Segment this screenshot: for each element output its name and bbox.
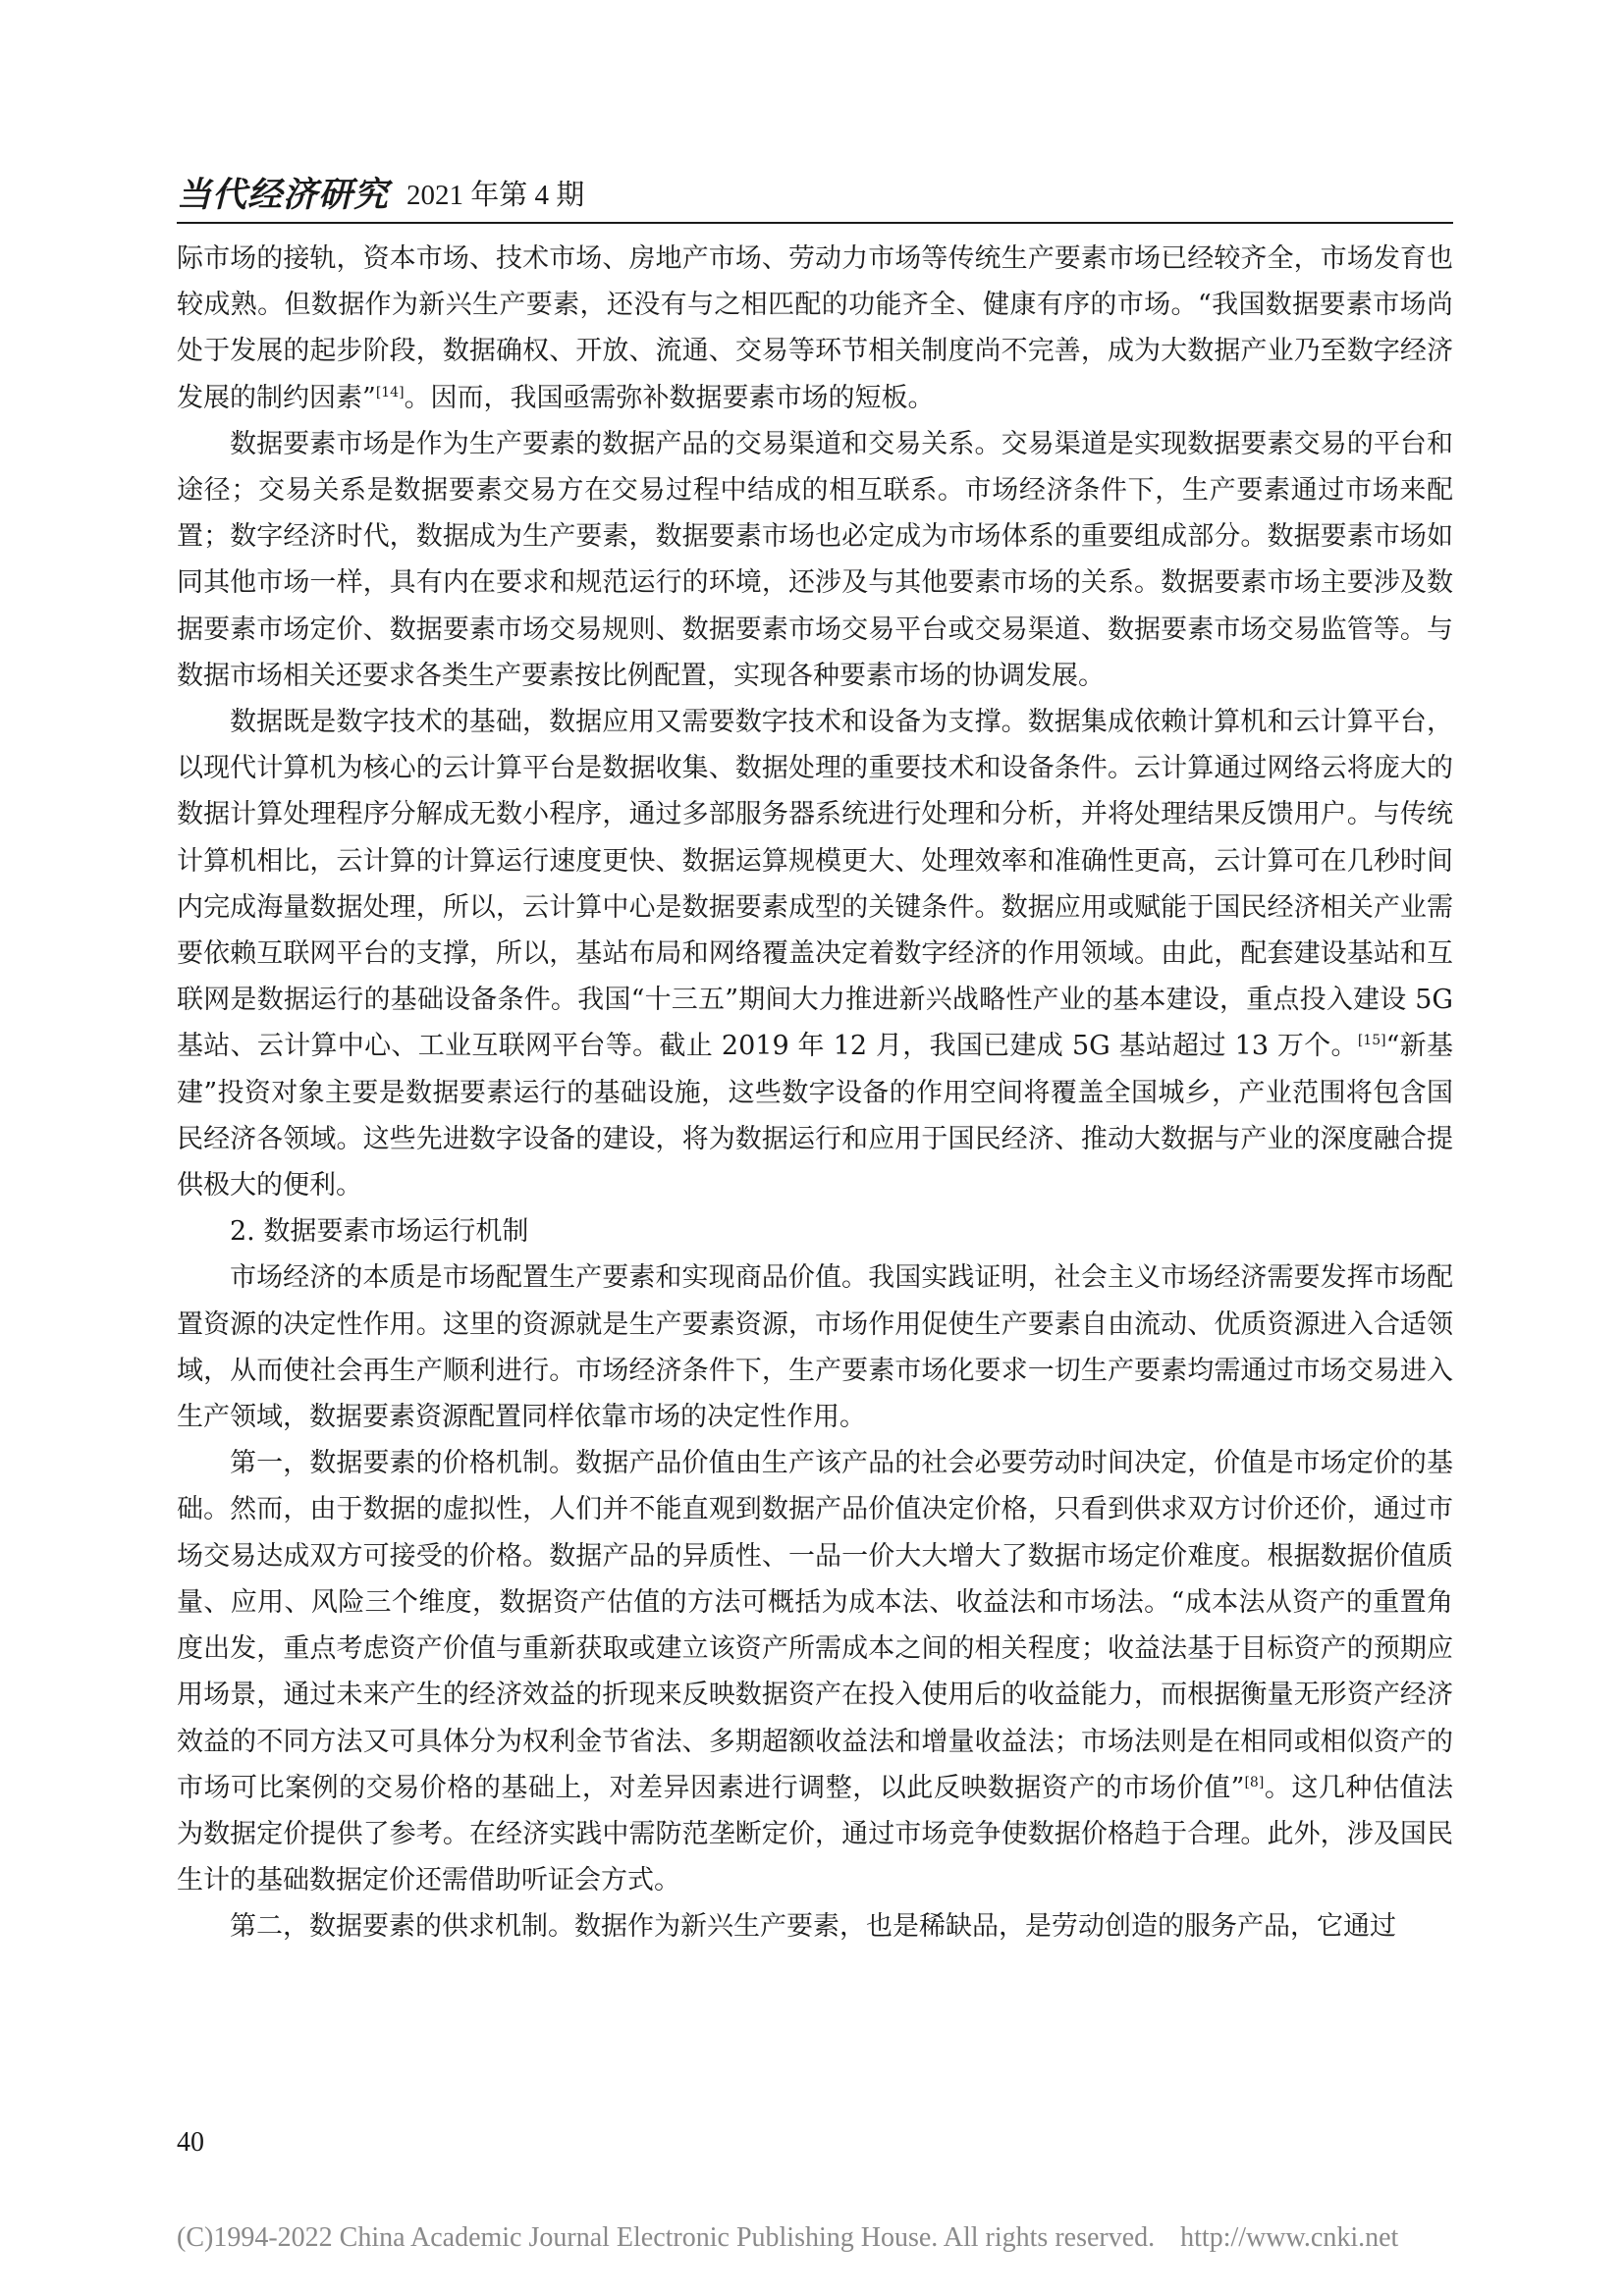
paragraph-5-text: 第一，数据要素的价格机制。数据产品价值由生产该产品的社会必要劳动时间决定，价值是市场定价的基础。然而，由于数据的虚拟性，人们并不能直观到数据产品价值决定价格，只看到供求双方讨价还价，通过市场交易达成双方可接受的价格。数据产品的异质性、一品一价大大增大了数据市场定价难度。根据数据价值质量、应用、风险三个维度，数据资产估值的方法可概括为成本法、收益法和市场法。“成本法从资产的重置角度出发，重点考虑资产价值与重新获取或建立该资产所需成本之间的相关程度；收益法基于目标资产的预期应用场景，通过未来产生的经济效益的折现来反映数据资产在投入使用后的收益能力，而根据衡量无形资产经济效益的不同方法又可具体分为权利金节省法、多期超额收益法和增量收益法；市场法则是在相同或相似资产的市场可比案例的交易价格的基础上，对差异因素进行调整，以此反映数据资产的市场价值”	[177, 1448, 1453, 1803]
paragraph-1-text: 际市场的接轨，资本市场、技术市场、房地产市场、劳动力市场等传统生产要素市场已经较齐全，市场发育也较成熟。但数据作为新兴生产要素，还没有与之相匹配的功能齐全、健康有序的市场。“我国数据要素市场尚处于发展的起步阶段，数据确权、开放、流通、交易等环节相关制度尚不完善，成为大数据产业乃至数字经济发展的制约因素”	[177, 243, 1453, 413]
page-number: 40	[177, 2127, 204, 2158]
paragraph-6: 第二，数据要素的供求机制。数据作为新兴生产要素，也是稀缺品，是劳动创造的服务产品，它通过	[230, 1911, 1396, 1943]
citation-8: [8]	[1244, 1774, 1265, 1790]
footer	[177, 2222, 1398, 2254]
paragraph-1-end: 。因而，我国亟需弥补数据要素市场的短板。	[404, 382, 935, 413]
paragraph-5	[177, 1440, 1453, 1903]
citation-15: [15]	[1357, 1033, 1386, 1049]
paragraph-3-end: “新基建”投资对象主要是数据要素运行的基础设施，这些数字设备的作用空间将覆盖全国城乡，产业范围将包含国民经济各领域。这些先进数字设备的建设，将为数据运行和应用于国民经济、推动大数据与产业的深度融合提供极大的便利。	[177, 1031, 1453, 1201]
paragraph-5-end: 。这几种估值法为数据定价提供了参考。在经济实践中需防范垄断定价，通过市场竞争使数据价格趋于合理。此外，涉及国民生计的基础数据定价还需借助听证会方式。	[177, 1772, 1454, 1896]
paragraph-3-text: 数据既是数字技术的基础，数据应用又需要数字技术和设备为支撑。数据集成依赖计算机和云计算平台，以现代计算机为核心的云计算平台是数据收集、数据处理的重要技术和设备条件。云计算通过网络云将庞大的数据计算处理程序分解成无数小程序，通过多部服务器系统进行处理和分析，并将处理结果反馈用户。与传统计算机相比，云计算的计算运行速度更快、数据运算规模更大、处理效率和准确性更高，云计算可在几秒时间内完成海量数据处理，所以，云计算中心是数据要素成型的关键条件。数据应用或赋能于国民经济相关产业需要依赖互联网平台的支撑，所以，基站布局和网络覆盖决定着数字经济的作用领域。由此，配套建设基站和互联网是数据运行的基础设备条件。我国“十三五”期间大力推进新兴战略性产业的基本建设，重点投入建设 5G 基站、云计算中心、工业互联网平台等。截止 2019 年 12 月，我国已建成 5G 基站超过 13 万个。	[177, 707, 1453, 1062]
article-body	[177, 236, 1453, 1950]
paragraph-3	[177, 699, 1453, 1208]
copyright-text: (C)1994-2022 China Academic Journal Electronic Publishing House. All rights reserved.	[177, 2222, 1156, 2253]
citation-14: [14]	[375, 384, 405, 400]
footer-link[interactable]: http://www.cnki.net	[1180, 2222, 1399, 2253]
paragraph-4: 市场经济的本质是市场配置生产要素和实现商品价值。我国实践证明，社会主义市场经济需要发挥市场配置资源的决定性作用。这里的资源就是生产要素资源，市场作用促使生产要素自由流动、优质资源进入合适领域，从而使社会再生产顺利进行。市场经济条件下，生产要素市场化要求一切生产要素均需通过市场交易进入生产领域，数据要素资源配置同样依靠市场的决定性作用。	[177, 1262, 1453, 1433]
section-heading: 2. 数据要素市场运行机制	[230, 1216, 529, 1248]
journal-title: 当代经济研究	[177, 175, 390, 215]
issue-label: 2021 年第 4 期	[406, 180, 585, 211]
running-header	[177, 165, 1453, 224]
paragraph-1	[177, 236, 1453, 421]
paragraph-2: 数据要素市场是作为生产要素的数据产品的交易渠道和交易关系。交易渠道是实现数据要素交易的平台和途径；交易关系是数据要素交易方在交易过程中结成的相互联系。市场经济条件下，生产要素通过市场来配置；数字经济时代，数据成为生产要素，数据要素市场也必定成为市场体系的重要组成部分。数据要素市场如同其他市场一样，具有内在要求和规范运行的环境，还涉及与其他要素市场的关系。数据要素市场主要涉及数据要素市场定价、数据要素市场交易规则、数据要素市场交易平台或交易渠道、数据要素市场交易监管等。与数据市场相关还要求各类生产要素按比例配置，实现各种要素市场的协调发展。	[177, 428, 1453, 691]
